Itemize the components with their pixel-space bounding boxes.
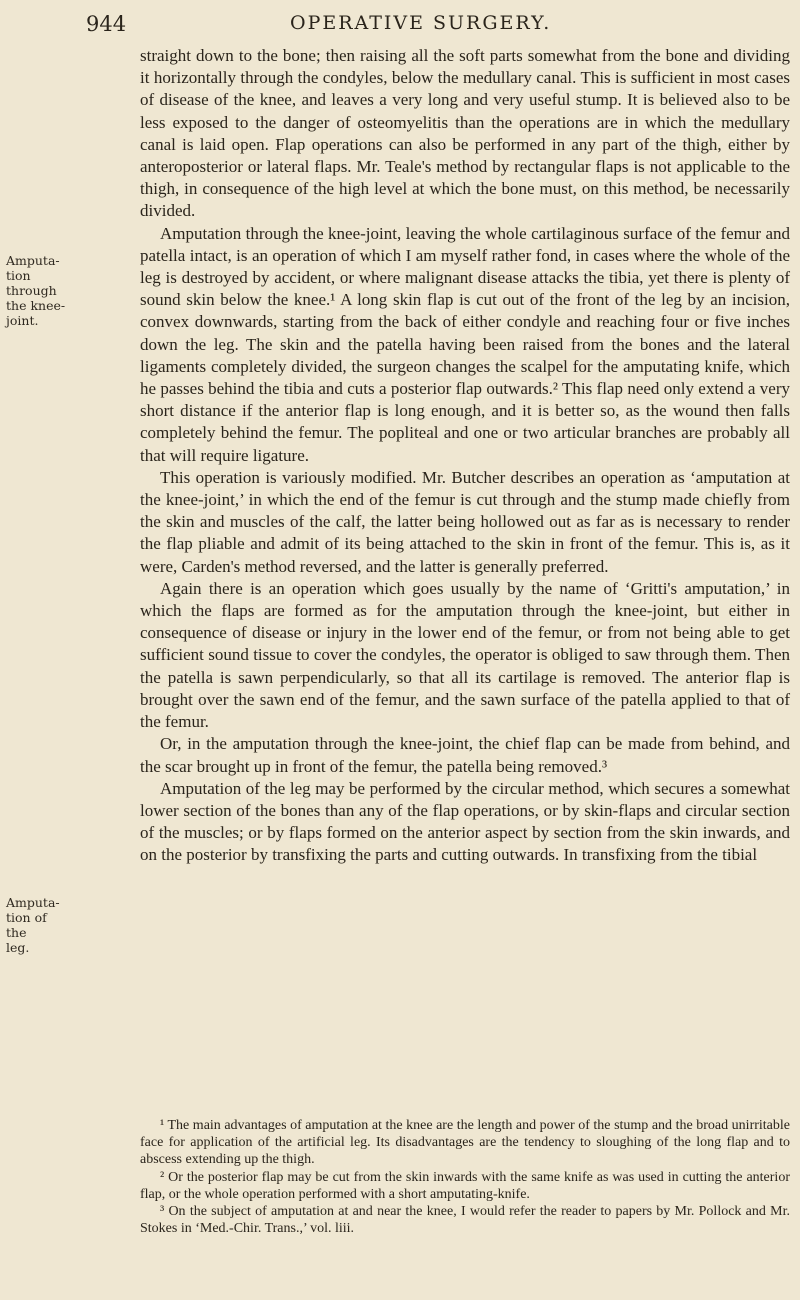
- footnote: ² Or the posterior flap may be cut from the skin inwards with the same knife as was used in cutting the anterior flap, or the whole operation performed with a short amputating-knife.: [140, 1169, 790, 1202]
- page-number: 944: [86, 12, 127, 36]
- margin-note-line: Amputa-: [6, 253, 60, 268]
- margin-note-line: the knee-: [6, 298, 66, 313]
- paragraph: Again there is an operation which goes usually by the name of ‘Gritti's amputation,’ in which the flaps are formed as for the amputation through the knee-joint, but either in consequence of disease or injury in the lower end of the femur, or from not being able to get sufficient sound tissue to cover the condyles, the operator is obliged to saw through them. Then the patella is sawn perpendicularly, so that all its cartilage is removed. The anterior flap is brought over the sawn end of the femur, and the sawn surface of the patella applied to that of the femur.: [140, 578, 790, 732]
- footnotes: [140, 1117, 790, 1237]
- margin-note-line: Amputa-: [6, 895, 60, 910]
- page-header: [0, 6, 800, 40]
- paragraph: This operation is variously modified. Mr. Butcher describes an operation as ‘amputation at the knee-joint,’ in which the end of the femur is cut through and the stump made chiefly from the skin and muscles of the calf, the latter being hollowed out as far as is necessary to render the flap pliable and admit of its being attached to the skin in front of the femur. This is, as it were, Carden's method reversed, and the latter is generally preferred.: [140, 467, 790, 576]
- margin-note-line: tion of the: [6, 910, 47, 940]
- margin-note-line: through: [6, 283, 57, 298]
- body-text: [140, 45, 790, 867]
- margin-note-line: joint.: [6, 313, 39, 328]
- margin-note-knee-joint: [6, 253, 68, 328]
- margin-note-line: leg.: [6, 940, 30, 955]
- paragraph: straight down to the bone; then raising all the soft parts somewhat from the bone and dividing it horizontally through the condyles, below the medullary canal. This is sufficient in most cases of disease of the knee, and leaves a very long and very useful stump. It is believed also to be less exposed to the danger of osteomyelitis than the operations are in which the medullary canal is laid open. Flap operations can also be performed in any part of the thigh, either by anteroposterior or lateral flaps. Mr. Teale's method by rectangular flaps is not applicable to the thigh, in consequence of the high level at which the bone must, on this method, be necessarily divided.: [140, 46, 790, 221]
- running-title: OPERATIVE SURGERY.: [290, 12, 552, 34]
- margin-note-leg: [6, 895, 68, 955]
- footnote: ³ On the subject of amputation at and near the knee, I would refer the reader to papers by Mr. Pollock and Mr. Stokes in ‘Med.-Chir. Trans.,’ vol. liii.: [140, 1204, 790, 1237]
- paragraph: Amputation of the leg may be performed by the circular method, which secures a somewhat lower section of the bones than any of the flap operations, or by skin-flaps and circular section of the muscles; or by flaps formed on the anterior aspect by section from the skin inwards, and on the posterior by transfixing the parts and cutting outwards. In transfixing from the tibial: [140, 778, 790, 865]
- margin-note-line: tion: [6, 268, 31, 283]
- footnote: ¹ The main advantages of amputation at the knee are the length and power of the stump and the broad unirritable face for application of the artificial leg. Its disadvantages are the tendency to sloughing of the long flap and to abscess extending up the thigh.: [140, 1118, 790, 1168]
- paragraph: Or, in the amputation through the knee-joint, the chief flap can be made from behind, and the scar brought up in front of the femur, the patella being removed.³: [140, 734, 790, 776]
- paragraph: Amputation through the knee-joint, leaving the whole cartilaginous surface of the femur and patella intact, is an operation of which I am myself rather fond, in cases where the whole of the leg is destroyed by accident, or where malignant disease attacks the tibia, yet there is plenty of sound skin below the knee.¹ A long skin flap is cut out of the front of the leg by an incision, convex downwards, starting from the back of either condyle and reaching four or five inches down the leg. The skin and the patella having been raised from the bones and the lateral ligaments completely divided, the surgeon changes the scalpel for the amputating knife, which he passes behind the tibia and cuts a posterior flap outwards.² This flap need only extend a very short distance if the anterior flap is long enough, and it is better so, as the wound then falls completely behind the femur. The popliteal and one or two articular branches are probably all that will require ligature.: [140, 223, 790, 465]
